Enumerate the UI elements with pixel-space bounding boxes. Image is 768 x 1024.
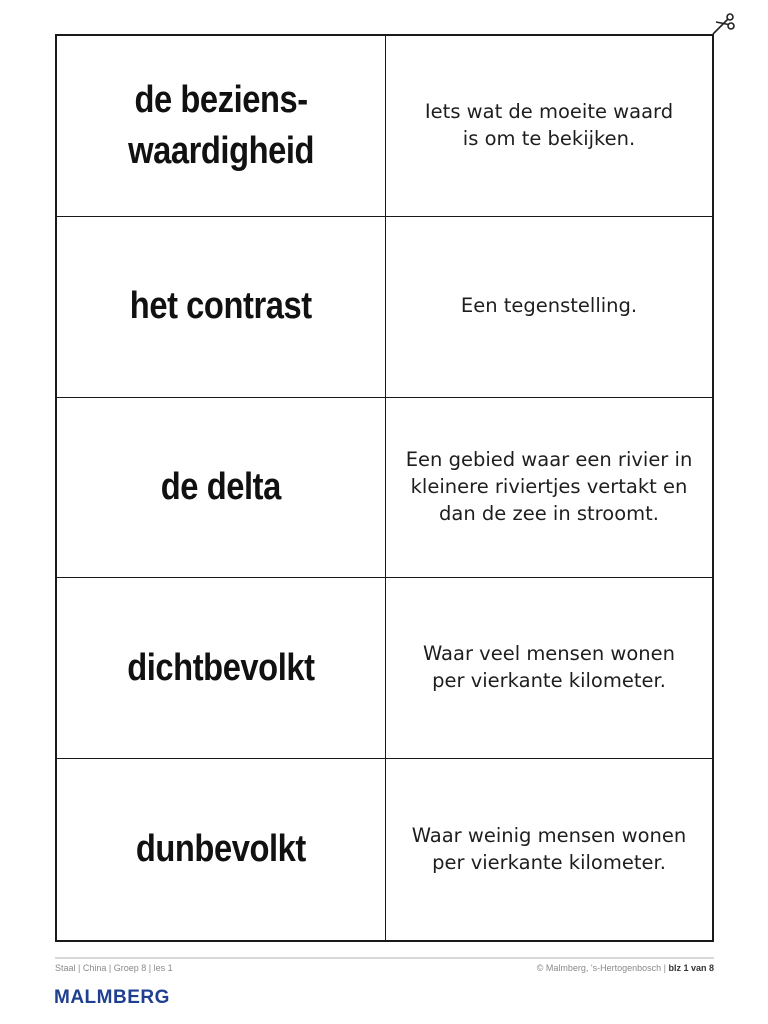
term-cell — [57, 759, 386, 940]
term-text: het contrast — [130, 285, 312, 328]
term-text: de delta — [160, 465, 282, 508]
footer-copyright-text: © Malmberg, 's-Hertogenbosch | — [536, 963, 669, 973]
publisher-logo: MALMBERG — [54, 987, 170, 1008]
term-text: de beziens- waardigheid — [128, 78, 314, 172]
term-text: dunbevolkt — [135, 827, 307, 870]
page-number: blz 1 van 8 — [668, 963, 714, 973]
term-text: dichtbevolkt — [127, 646, 315, 689]
term-cell — [57, 36, 386, 217]
definition-cell — [386, 759, 712, 940]
term-cell — [57, 217, 386, 398]
footer-course-info: Staal | China | Groep 8 | les 1 — [55, 963, 173, 973]
definition-cell — [386, 578, 712, 759]
term-cell — [57, 578, 386, 759]
definition-text: Een gebied waar een rivier in kleinere riviertjes vertakt en dan de zee in stroomt. — [405, 448, 693, 525]
definition-cell — [386, 398, 712, 579]
definition-text: Iets wat de moeite waard is om te bekijken. — [424, 99, 674, 150]
term-cell — [57, 398, 386, 579]
definition-cell — [386, 36, 712, 217]
definition-text: Een tegenstelling. — [460, 294, 638, 318]
footer-copyright — [537, 963, 714, 973]
definition-text: Waar veel mensen wonen per vierkante kilometer. — [423, 642, 675, 693]
footer-divider — [55, 957, 714, 959]
flashcard-grid — [55, 34, 714, 942]
definition-text: Waar weinig mensen wonen per vierkante kilometer. — [411, 823, 687, 874]
definition-cell — [386, 217, 712, 398]
